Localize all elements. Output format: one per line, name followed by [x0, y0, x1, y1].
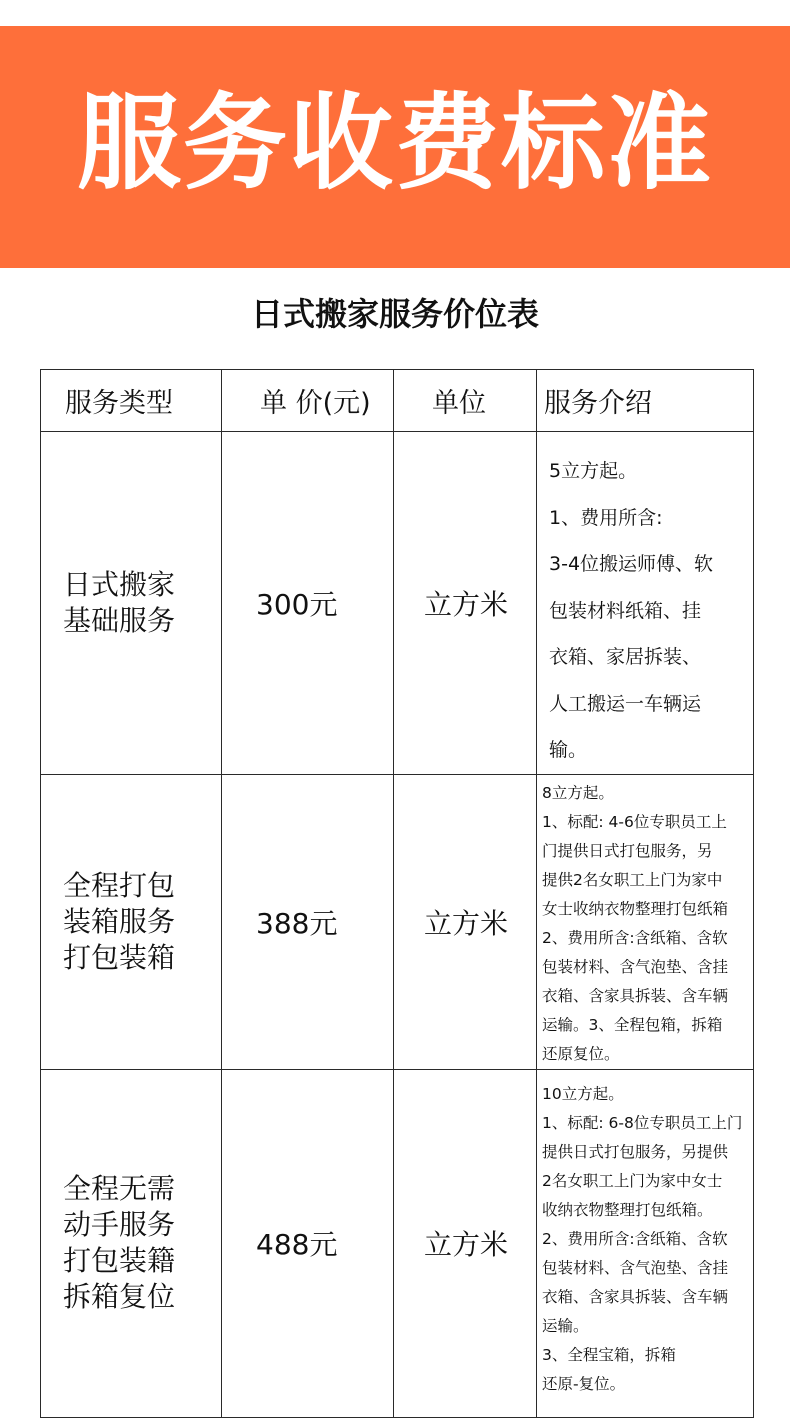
description-line: 2、费用所含:含纸箱、含软 [542, 1229, 728, 1248]
header-banner [0, 26, 790, 268]
description-line: 包装材料、含气泡垫、含挂 [542, 1258, 729, 1277]
description-line: 包装材料纸箱、挂 [549, 599, 702, 622]
description-line: 提供日式打包服务，另提供 [542, 1142, 729, 1161]
service-type-line: 动手服务 [63, 1208, 176, 1241]
table-row [41, 774, 754, 1069]
price-table [40, 369, 754, 1418]
description-line: 衣箱、家居拆装、 [549, 646, 702, 668]
description-line: 运输。3、全程包箱，拆箱 [542, 1015, 723, 1034]
service-type-line: 全程打包 [63, 868, 176, 902]
header-cell-service-type: 服务类型 [41, 370, 222, 432]
description-line: 3、全程宝箱，拆箱 [542, 1345, 676, 1364]
description-line: 1、标配: 6-8位专职员工上门 [542, 1113, 743, 1132]
description-line: 1、费用所含: [549, 506, 663, 529]
table-row [41, 1069, 754, 1417]
description-line: 还原复位。 [542, 1044, 620, 1063]
description-line: 包装材料、含气泡垫、含挂 [542, 957, 729, 976]
service-type-line: 拆箱复位 [63, 1280, 176, 1313]
service-type-line: 打包装籍 [63, 1244, 176, 1277]
description-line: 运输。 [542, 1316, 589, 1335]
price-cell: 388元 [222, 774, 394, 1069]
header-cell-unit-price: 单 价(元) [222, 370, 394, 432]
service-description-cell [537, 774, 754, 1069]
header-cell-service-description: 服务介绍 [537, 370, 754, 432]
service-type-cell [41, 1069, 222, 1417]
description-line: 提供2名女职工上门为家中 [542, 870, 723, 889]
description-line: 5立方起。 [549, 460, 638, 482]
unit-cell: 立方米 [394, 774, 537, 1069]
service-type-line: 装箱服务 [63, 904, 176, 938]
description-line: 2名女职工上门为家中女士 [542, 1171, 723, 1190]
description-line: 衣箱、含家具拆装、含车辆 [542, 1287, 729, 1306]
description-line: 女士收纳衣物整理打包纸箱 [542, 899, 729, 918]
service-description-cell [537, 1069, 754, 1417]
unit-cell: 立方米 [394, 432, 537, 775]
price-cell: 300元 [222, 432, 394, 775]
table-caption: 日式搬家服务价位表 [250, 295, 539, 333]
description-line: 收纳衣物整理打包纸箱。 [542, 1200, 713, 1219]
service-type-cell [41, 774, 222, 1069]
description-line: 输。 [549, 739, 588, 761]
service-type-line: 基础服务 [63, 603, 176, 637]
description-line: 人工搬运一车辆运 [549, 692, 702, 715]
header-cell-unit: 单位 [394, 370, 537, 432]
description-line: 门提供日式打包服务，另 [542, 841, 713, 860]
service-type-cell [41, 432, 222, 775]
table-row [41, 432, 754, 775]
description-line: 1、标配: 4-6位专职员工上 [542, 812, 727, 831]
service-type-line: 日式搬家 [63, 567, 176, 601]
description-line: 2、费用所含:含纸箱、含软 [542, 928, 728, 947]
service-type-line: 全程无需 [63, 1172, 176, 1205]
description-line: 8立方起。 [542, 783, 614, 802]
description-line: 还原-复位。 [542, 1374, 626, 1393]
description-line: 衣箱、含家具拆装、含车辆 [542, 986, 729, 1005]
table-header-row [41, 370, 754, 432]
page-title: 服务收费标准 [76, 82, 713, 204]
price-cell: 488元 [222, 1069, 394, 1417]
description-line: 10立方起。 [542, 1084, 624, 1103]
service-description-cell [537, 432, 754, 775]
service-type-line: 打包装箱 [63, 940, 176, 974]
description-line: 3-4位搬运师傅、软 [549, 553, 714, 575]
unit-cell: 立方米 [394, 1069, 537, 1417]
